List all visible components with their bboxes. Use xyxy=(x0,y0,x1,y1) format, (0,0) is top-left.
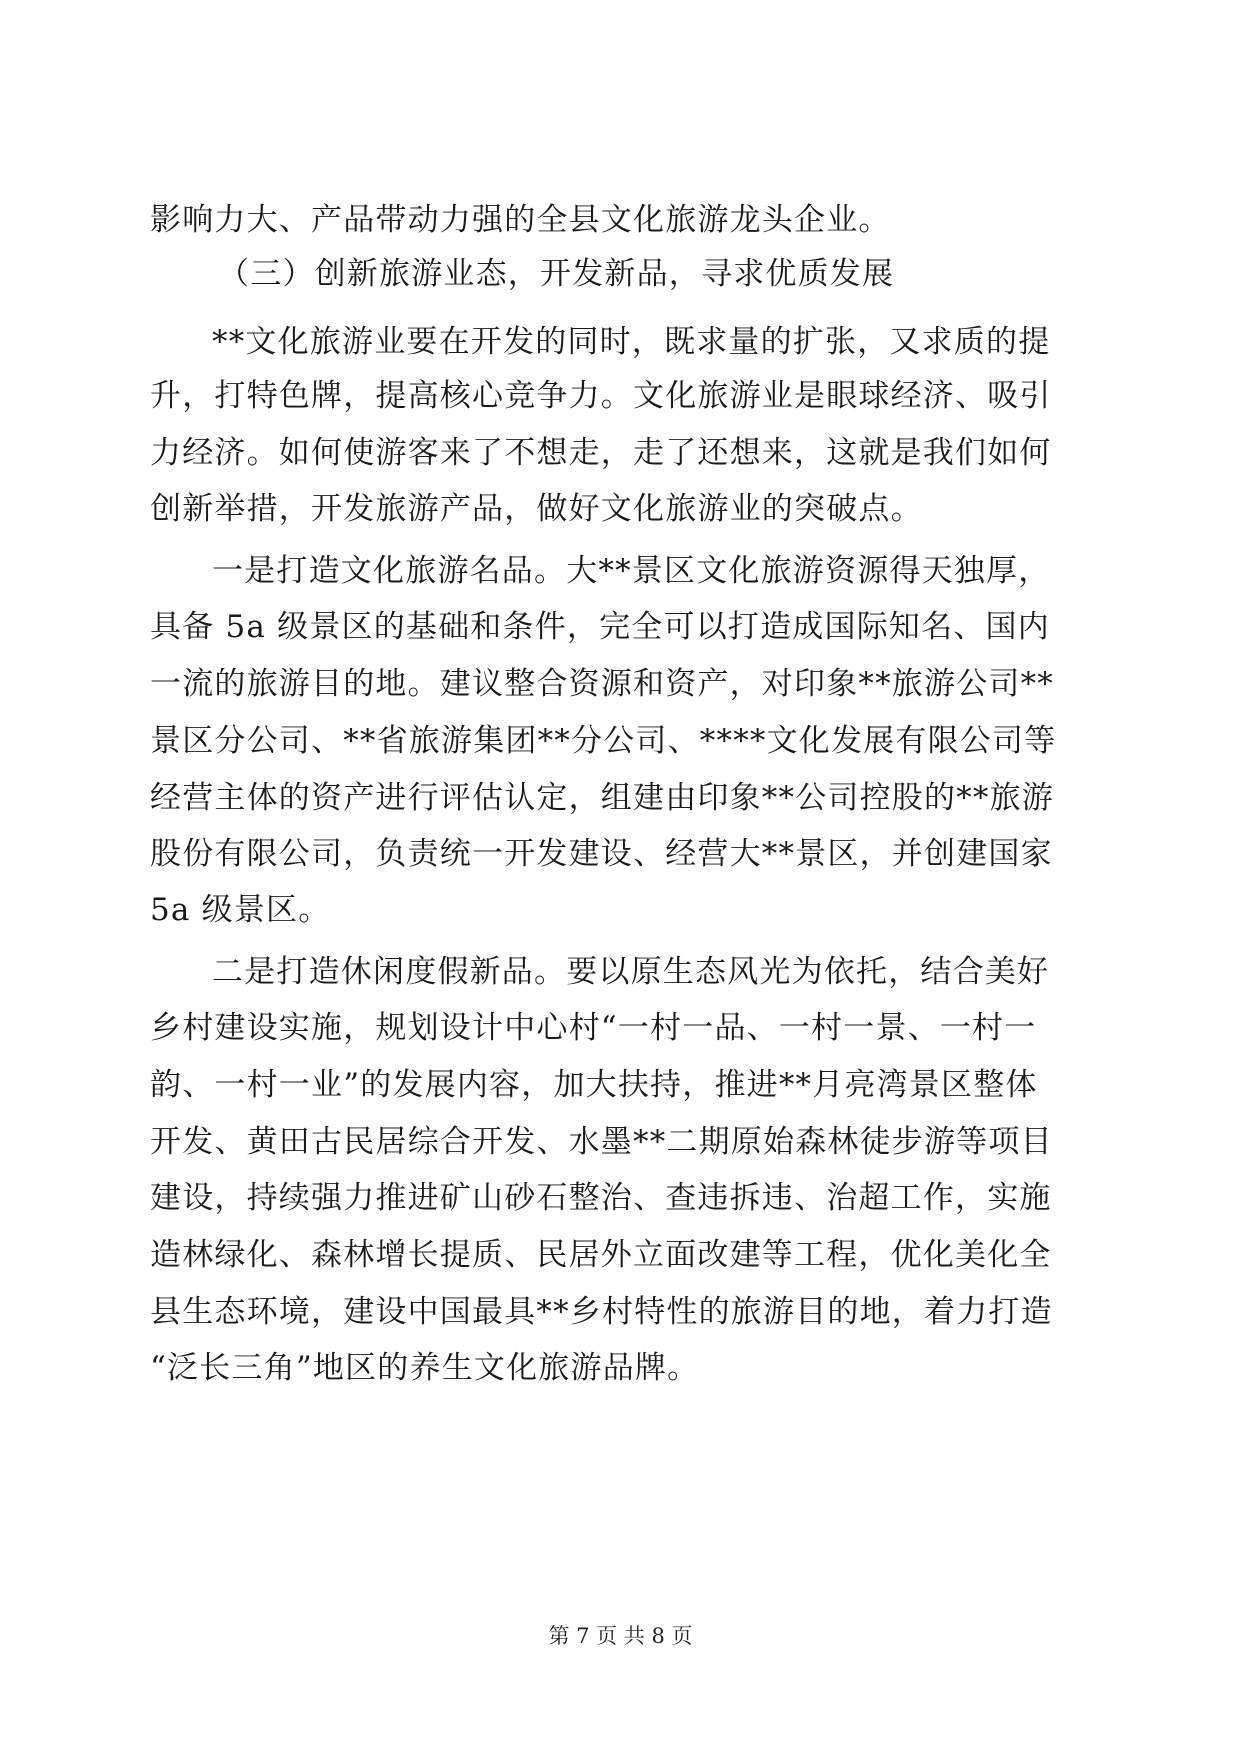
text-line: 乡村建设实施，规划设计中心村“一村一品、一村一景、一村一 xyxy=(150,1010,1037,1046)
section-heading: （三）创新旅游业态，开发新品，寻求优质发展 xyxy=(218,256,895,292)
text-line: 一流的旅游目的地。建议整合资源和资产，对印象**旅游公司** xyxy=(150,666,1054,702)
text-line: 具备 5a 级景区的基础和条件，完全可以打造成国际知名、国内 xyxy=(150,609,1050,645)
text-line: 一是打造文化旅游名品。大**景区文化旅游资源得天独厚， xyxy=(212,553,1051,589)
text-line: 股份有限公司，负责统一开发建设、经营大**景区，并创建国家 xyxy=(150,836,1053,872)
text-line: 二是打造休闲度假新品。要以原生态风光为依托，结合美好 xyxy=(212,954,1050,990)
text-line: “泛长三角”地区的养生文化旅游品牌。 xyxy=(150,1350,700,1386)
text-line: 景区分公司、**省旅游集团**分公司、****文化发展有限公司等 xyxy=(150,723,1057,759)
text-line: 开发、黄田古民居综合开发、水墨**二期原始森林徒步游等项目 xyxy=(150,1124,1053,1160)
text-line: 升，打特色牌，提高核心竞争力。文化旅游业是眼球经济、吸引 xyxy=(150,378,1052,414)
text-line: 力经济。如何使游客来了不想走，走了还想来，这就是我们如何 xyxy=(150,435,1052,471)
text-line: 建设，持续强力推进矿山砂石整治、查违拆违、治超工作，实施 xyxy=(150,1180,1052,1216)
text-line: **文化旅游业要在开发的同时，既求量的扩张，又求质的提 xyxy=(212,324,1051,360)
text-line: 影响力大、产品带动力强的全县文化旅游龙头企业。 xyxy=(150,202,891,238)
page-number: 第 7 页 共 8 页 xyxy=(548,1624,693,1648)
text-line: 经营主体的资产进行评估认定，组建由印象**公司控股的**旅游 xyxy=(150,780,1054,816)
text-line: 创新举措，开发旅游产品，做好文化旅游业的突破点。 xyxy=(150,491,923,527)
text-line: 造林绿化、森林增长提质、民居外立面改建等工程，优化美化全 xyxy=(150,1237,1052,1273)
text-line: 5a 级景区。 xyxy=(150,892,331,928)
text-line: 县生态环境，建设中国最具**乡村特性的旅游目的地，着力打造 xyxy=(150,1294,1053,1330)
text-line: 韵、一村一业”的发展内容，加大扶持，推进**月亮湾景区整体 xyxy=(150,1067,1038,1103)
